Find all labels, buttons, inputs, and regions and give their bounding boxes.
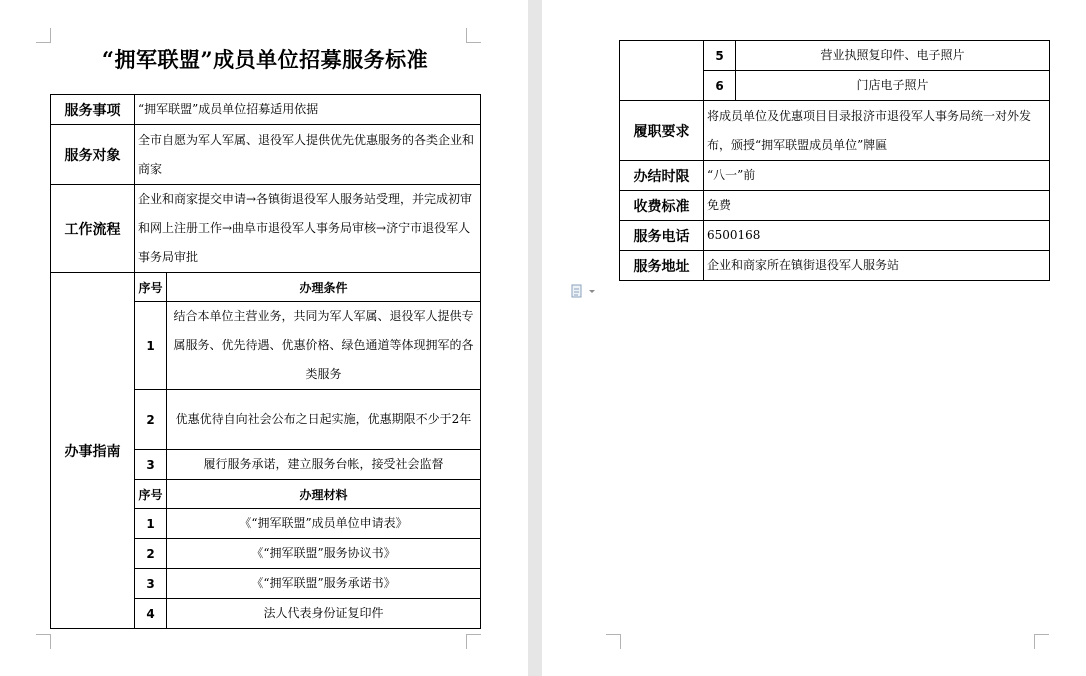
- row-label-service-phone: 服务电话: [620, 221, 704, 251]
- row-value-duty-requirement: 将成员单位及优惠项目目录报济市退役军人事务局统一对外发布，颁授“拥军联盟成员单位”牌匾: [704, 101, 1050, 161]
- row-label-time-limit: 办结时限: [620, 161, 704, 191]
- row-label-service-item: 服务事项: [51, 95, 135, 125]
- condition-index: 3: [135, 450, 167, 480]
- condition-index: 2: [135, 390, 167, 450]
- materials-title-header: 办理材料: [167, 480, 481, 509]
- material-text: 门店电子照片: [736, 71, 1050, 101]
- row-label-fee-standard: 收费标准: [620, 191, 704, 221]
- condition-text: 结合本单位主营业务，共同为军人军属、退役军人提供专属服务、优先待遇、优惠价格、绿色通道等体现拥军的各类服务: [167, 302, 481, 390]
- material-text: 《“拥军联盟”成员单位申请表》: [167, 509, 481, 539]
- condition-text: 优惠优待自向社会公布之日起实施，优惠期限不少于2年: [167, 390, 481, 450]
- material-index: 4: [135, 599, 167, 629]
- material-index: 1: [135, 509, 167, 539]
- crop-mark-bottom-right: [1034, 634, 1049, 649]
- row-label-workflow: 工作流程: [51, 185, 135, 273]
- continued-empty-cell: [620, 41, 704, 101]
- row-label-duty-requirement: 履职要求: [620, 101, 704, 161]
- document-title: “拥军联盟”成员单位招募服务标准: [101, 47, 429, 72]
- row-value-service-phone: 6500168: [704, 221, 1050, 251]
- material-index: 2: [135, 539, 167, 569]
- service-standard-table-continued: [619, 40, 1050, 281]
- conditions-index-header: 序号: [135, 273, 167, 302]
- condition-index: 1: [135, 302, 167, 390]
- row-value-service-item: “拥军联盟”成员单位招募适用依据: [135, 95, 481, 125]
- material-index: 6: [704, 71, 736, 101]
- crop-mark-bottom-left: [606, 634, 621, 649]
- row-value-fee-standard: 免费: [704, 191, 1050, 221]
- material-text: 法人代表身份证复印件: [167, 599, 481, 629]
- conditions-title-header: 办理条件: [167, 273, 481, 302]
- clipboard-doc-icon[interactable]: [570, 284, 598, 298]
- row-value-service-address: 企业和商家所在镇街退役军人服务站: [704, 251, 1050, 281]
- condition-text: 履行服务承诺，建立服务台帐，接受社会监督: [167, 450, 481, 480]
- material-text: 《“拥军联盟”服务承诺书》: [167, 569, 481, 599]
- row-label-service-address: 服务地址: [620, 251, 704, 281]
- row-value-time-limit: “八一”前: [704, 161, 1050, 191]
- material-text: 营业执照复印件、电子照片: [736, 41, 1050, 71]
- row-label-service-target: 服务对象: [51, 125, 135, 185]
- row-value-workflow: 企业和商家提交申请→各镇街退役军人服务站受理，并完成初审和网上注册工作→曲阜市退役军人事务局审核→济宁市退役军人事务局审批: [135, 185, 481, 273]
- row-value-service-target: 全市自愿为军人军属、退役军人提供优先优惠服务的各类企业和商家: [135, 125, 481, 185]
- material-text: 《“拥军联盟”服务协议书》: [167, 539, 481, 569]
- material-index: 5: [704, 41, 736, 71]
- material-index: 3: [135, 569, 167, 599]
- materials-index-header: 序号: [135, 480, 167, 509]
- row-label-guide: 办事指南: [51, 273, 135, 629]
